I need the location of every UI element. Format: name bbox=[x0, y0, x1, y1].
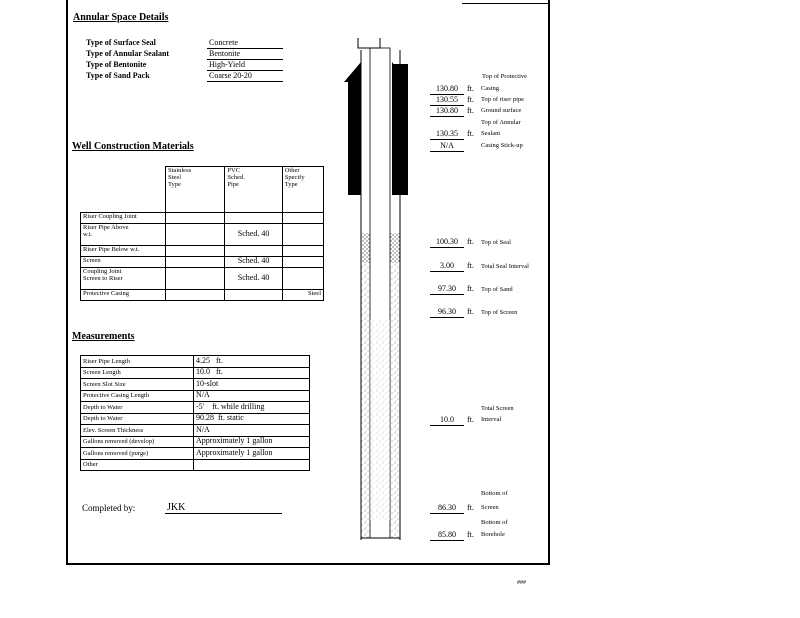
label-casing: Casing bbox=[481, 85, 500, 92]
materials-row-label: Protective Casing bbox=[81, 290, 166, 301]
measurement-label: Riser Pipe Length bbox=[81, 356, 194, 368]
completed-value: JKK bbox=[165, 502, 282, 514]
label-ground: Ground surface bbox=[481, 107, 522, 114]
measurement-value: N/A bbox=[194, 425, 310, 437]
bentonite-seal-right bbox=[391, 233, 400, 263]
value-stickup: N/A bbox=[430, 141, 464, 152]
measurement-label: Other bbox=[81, 459, 194, 471]
annular-label-bentonite: Type of Bentonite bbox=[86, 60, 147, 69]
materials-cell: Sched. 40 bbox=[225, 268, 282, 290]
value-screen-interval: 10.0 bbox=[430, 415, 464, 426]
value-riser-top: 130.55 bbox=[430, 95, 464, 106]
value-ground: 130.80 bbox=[430, 106, 464, 117]
materials-header-steel: Stainless Steel Type bbox=[166, 167, 225, 213]
value-top-screen: 96.30 bbox=[430, 307, 464, 318]
label-riser-top: Top of riser pipe bbox=[481, 96, 525, 103]
measurement-value: 4.25 ft. bbox=[194, 356, 310, 368]
protective-casing-right bbox=[392, 64, 408, 195]
materials-header-pvc: PVC Sched. Pipe bbox=[225, 167, 282, 213]
measurement-value bbox=[194, 459, 310, 471]
label-bottom-screen: Screen bbox=[481, 504, 499, 511]
measurements-title: Measurements bbox=[72, 331, 135, 342]
measurement-label: Gallons removed (purge) bbox=[81, 448, 194, 460]
materials-cell bbox=[166, 213, 225, 224]
measurement-value: 10.0 ft. bbox=[194, 367, 310, 379]
measurement-label: Screen Slot Size bbox=[81, 379, 194, 391]
label-screen-interval-1: Total Screen bbox=[481, 405, 514, 412]
value-casing: 130.80 bbox=[430, 84, 464, 95]
materials-cell bbox=[225, 290, 282, 301]
materials-cell bbox=[225, 213, 282, 224]
label-screen-interval-2: Interval bbox=[481, 416, 502, 423]
header-tab-line bbox=[462, 0, 548, 4]
measurement-label: Depth to Water bbox=[81, 413, 194, 425]
materials-cell bbox=[166, 246, 225, 257]
materials-row-label: Riser Pipe Above w.t. bbox=[81, 224, 166, 246]
bentonite-seal-left bbox=[362, 233, 370, 263]
unit-bottom-borehole: ft. bbox=[467, 530, 474, 539]
unit-seal-interval: ft. bbox=[467, 261, 474, 270]
materials-cell bbox=[282, 213, 323, 224]
value-top-sand: 97.30 bbox=[430, 284, 464, 295]
label-pre-casing: Top of Protective bbox=[482, 73, 528, 80]
materials-row-label: Screen bbox=[81, 257, 166, 268]
measurements-table bbox=[80, 355, 310, 471]
annular-value-surface-seal: Concrete bbox=[207, 38, 283, 49]
materials-cell bbox=[166, 290, 225, 301]
page-border-bottom bbox=[66, 563, 550, 565]
measurement-label: Elev. Screen Thickness bbox=[81, 425, 194, 437]
label-sealant: Sealant bbox=[481, 130, 501, 137]
well-diagram bbox=[340, 30, 420, 545]
riser-cap bbox=[358, 38, 380, 48]
measurement-value: 10-slot bbox=[194, 379, 310, 391]
label-stickup: Casing Stick-up bbox=[481, 142, 523, 149]
label-pre-bottom-borehole: Bottom of bbox=[481, 519, 508, 526]
unit-top-sand: ft. bbox=[467, 284, 474, 293]
annular-label-surface-seal: Type of Surface Seal bbox=[86, 38, 156, 47]
annular-label-sealant: Type of Annular Sealant bbox=[86, 49, 170, 58]
value-sealant: 130.35 bbox=[430, 129, 464, 140]
materials-cell bbox=[166, 257, 225, 268]
materials-row-label: Coupling Joint Screen to Riser bbox=[81, 268, 166, 290]
annular-label-sand-pack: Type of Sand Pack bbox=[86, 71, 150, 80]
annular-value-sand-pack: Coarse 20-20 bbox=[207, 71, 283, 82]
label-seal-interval: Total Seal Interval bbox=[481, 263, 529, 270]
annular-value-bentonite: High-Yield bbox=[207, 60, 283, 71]
label-top-screen: Top of Screen bbox=[481, 309, 518, 316]
label-pre-bottom-screen: Bottom of bbox=[481, 490, 508, 497]
materials-row-label: Riser Coupling Joint bbox=[81, 213, 166, 224]
label-bottom-borehole: Borehole bbox=[481, 531, 505, 538]
materials-table bbox=[80, 166, 324, 301]
materials-title: Well Construction Materials bbox=[72, 141, 194, 152]
unit-sealant: ft. bbox=[467, 129, 474, 138]
label-top-sand: Top of Sand bbox=[481, 286, 513, 293]
materials-row-label: Riser Pipe Below w.t. bbox=[81, 246, 166, 257]
materials-cell bbox=[282, 224, 323, 246]
materials-cell bbox=[282, 268, 323, 290]
page-border-right bbox=[548, 0, 550, 565]
measurement-value: -5' ft. while drilling bbox=[194, 402, 310, 414]
materials-cell bbox=[282, 257, 323, 268]
unit-casing: ft. bbox=[467, 84, 474, 93]
annular-title: Annular Space Details bbox=[73, 12, 169, 23]
page-border-left bbox=[66, 0, 68, 565]
materials-cell: Steel bbox=[282, 290, 323, 301]
measurement-label: Protective Casing Length bbox=[81, 390, 194, 402]
page-mark: ### bbox=[517, 580, 526, 586]
unit-screen-interval: ft. bbox=[467, 415, 474, 424]
measurement-label: Gallons removed (develop) bbox=[81, 436, 194, 448]
unit-ground: ft. bbox=[467, 106, 474, 115]
completed-label: Completed by: bbox=[82, 503, 136, 513]
measurement-label: Screen Length bbox=[81, 367, 194, 379]
value-bottom-borehole: 85.80 bbox=[430, 530, 464, 541]
measurement-value: Approximately 1 gallon bbox=[194, 448, 310, 460]
annular-value-sealant: Bentonite bbox=[207, 49, 283, 60]
unit-top-seal: ft. bbox=[467, 237, 474, 246]
value-seal-interval: 3.00 bbox=[430, 261, 464, 272]
sand-pack-left bbox=[362, 263, 370, 538]
value-bottom-screen: 86.30 bbox=[430, 503, 464, 514]
protective-casing-left bbox=[348, 64, 361, 195]
materials-cell bbox=[166, 224, 225, 246]
materials-cell: Sched. 40 bbox=[225, 257, 282, 268]
measurement-value: N/A bbox=[194, 390, 310, 402]
label-top-seal: Top of Seal bbox=[481, 239, 511, 246]
unit-bottom-screen: ft. bbox=[467, 503, 474, 512]
materials-cell: Sched. 40 bbox=[225, 224, 282, 246]
unit-riser-top: ft. bbox=[467, 95, 474, 104]
materials-cell bbox=[166, 268, 225, 290]
measurement-value: Approximately 1 gallon bbox=[194, 436, 310, 448]
unit-top-screen: ft. bbox=[467, 307, 474, 316]
sand-pack-right bbox=[391, 263, 400, 538]
value-top-seal: 100.30 bbox=[430, 237, 464, 248]
measurement-label: Depth to Water bbox=[81, 402, 194, 414]
measurement-value: 90.28 ft. static bbox=[194, 413, 310, 425]
materials-header-other: Other Specify Type bbox=[282, 167, 323, 213]
materials-cell bbox=[282, 246, 323, 257]
screen-section bbox=[370, 320, 390, 520]
label-pre-sealant: Top of Annular bbox=[481, 119, 521, 126]
materials-cell bbox=[225, 246, 282, 257]
